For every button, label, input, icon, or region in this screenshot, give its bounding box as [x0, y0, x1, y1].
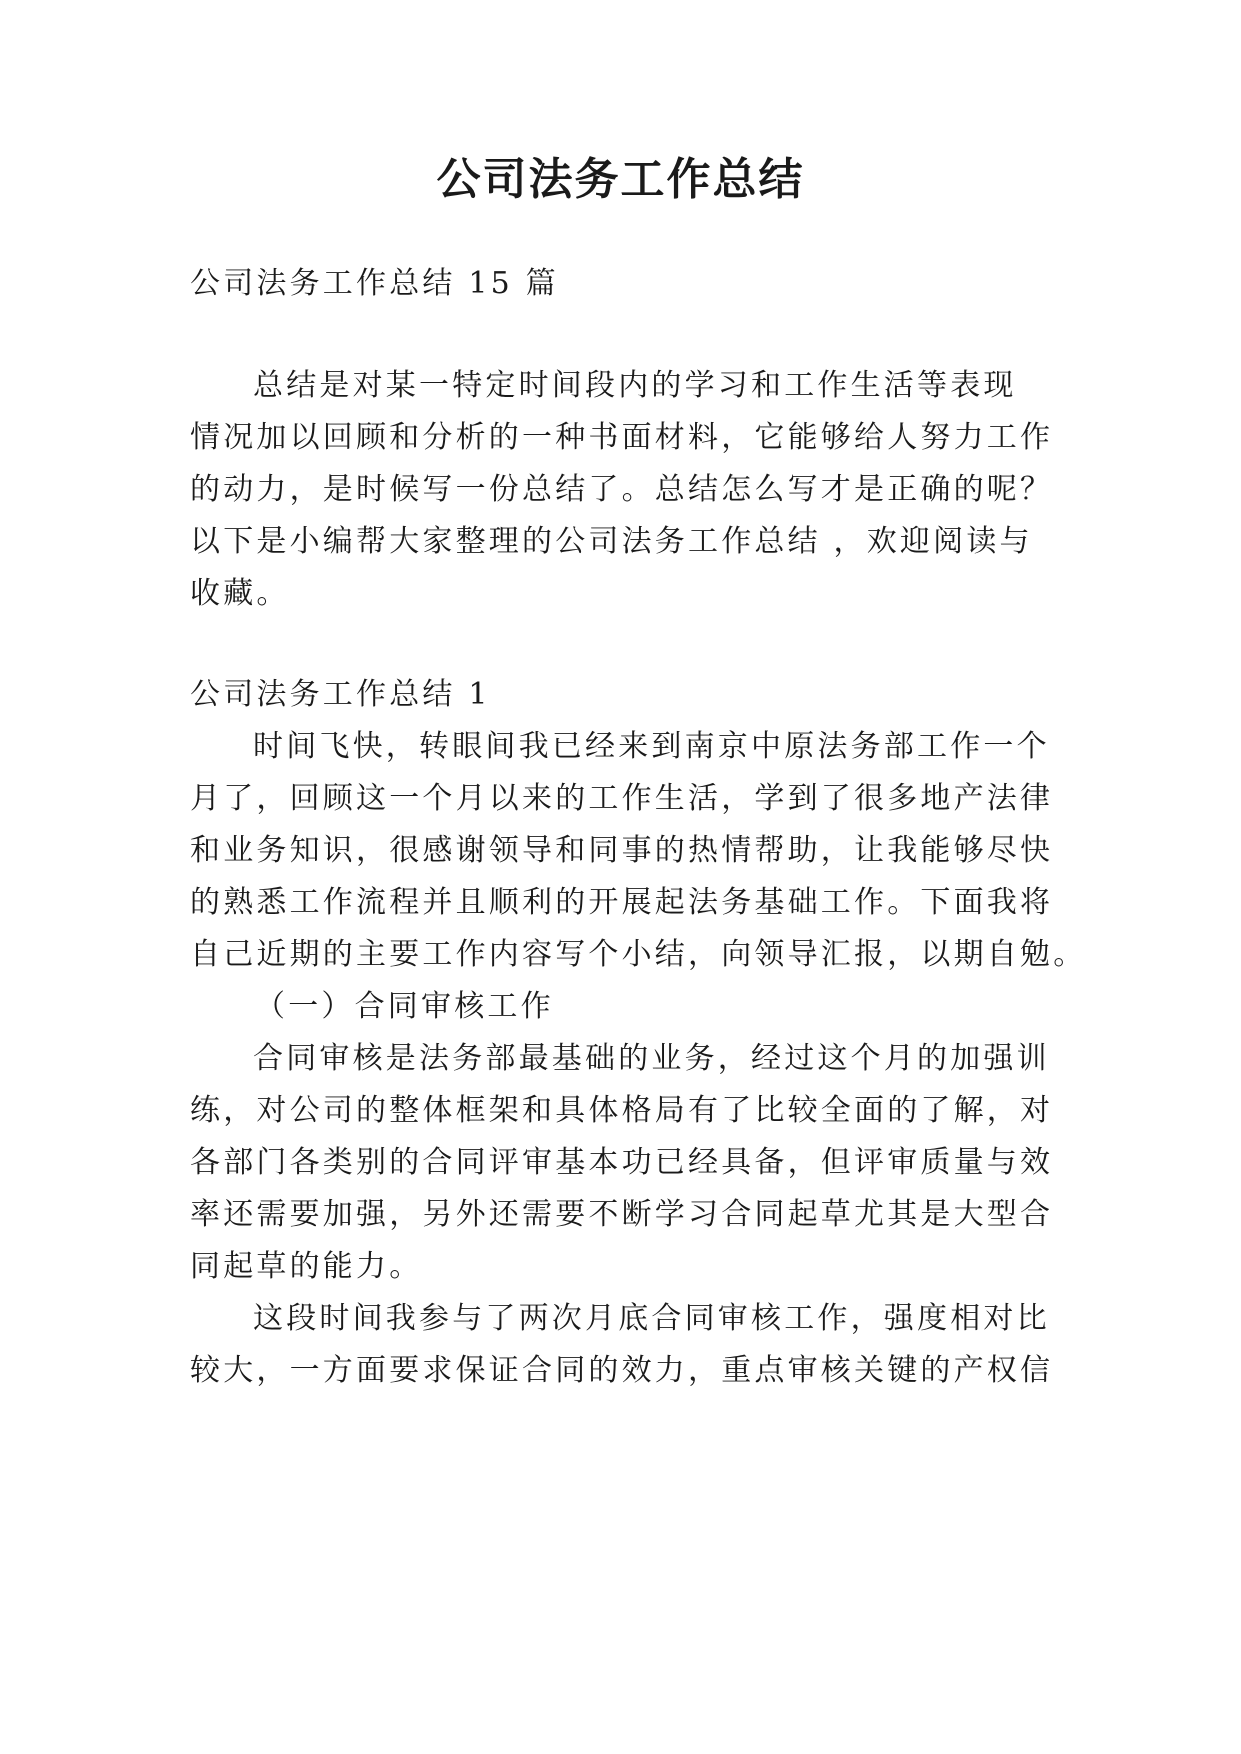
intro-line: 情况加以回顾和分析的一种书面材料，它能够给人努力工作	[190, 420, 1054, 455]
paragraph-line: 较大，一方面要求保证合同的效力，重点审核关键的产权信	[190, 1353, 1054, 1388]
paragraph-line: 各部门各类别的合同评审基本功已经具备，但评审质量与效	[190, 1145, 1054, 1180]
paragraph-line: 月了，回顾这一个月以来的工作生活，学到了很多地产法律	[190, 781, 1054, 816]
paragraph-line: 时间飞快，转眼间我已经来到南京中原法务部工作一个	[253, 729, 1050, 764]
paragraph-line: 的熟悉工作流程并且顺利的开展起法务基础工作。下面我将	[190, 885, 1054, 920]
paragraph-line: 和业务知识，很感谢领导和同事的热情帮助，让我能够尽快	[190, 833, 1054, 868]
intro-line: 以下是小编帮大家整理的公司法务工作总结 ，欢迎阅读与	[190, 524, 1033, 559]
intro-line: 总结是对某一特定时间段内的学习和工作生活等表现	[253, 368, 1017, 403]
paragraph-line: 合同审核是法务部最基础的业务，经过这个月的加强训	[253, 1041, 1050, 1076]
intro-line: 收藏。	[190, 576, 290, 611]
paragraph-line: 自己近期的主要工作内容写个小结，向领导汇报，以期自勉。	[190, 937, 1087, 972]
document-title: 公司法务工作总结	[436, 154, 805, 205]
document-subtitle: 公司法务工作总结 15 篇	[190, 266, 559, 301]
paragraph-line: 同起草的能力。	[190, 1249, 423, 1284]
section-heading: 公司法务工作总结 1	[190, 677, 491, 712]
intro-line: 的动力，是时候写一份总结了。总结怎么写才是正确的呢？	[190, 472, 1054, 507]
paragraph-line: 这段时间我参与了两次月底合同审核工作，强度相对比	[253, 1301, 1050, 1336]
sub-heading: （一）合同审核工作	[255, 989, 554, 1024]
paragraph-line: 练，对公司的整体框架和具体格局有了比较全面的了解，对	[190, 1093, 1054, 1128]
paragraph-line: 率还需要加强，另外还需要不断学习合同起草尤其是大型合	[190, 1197, 1054, 1232]
